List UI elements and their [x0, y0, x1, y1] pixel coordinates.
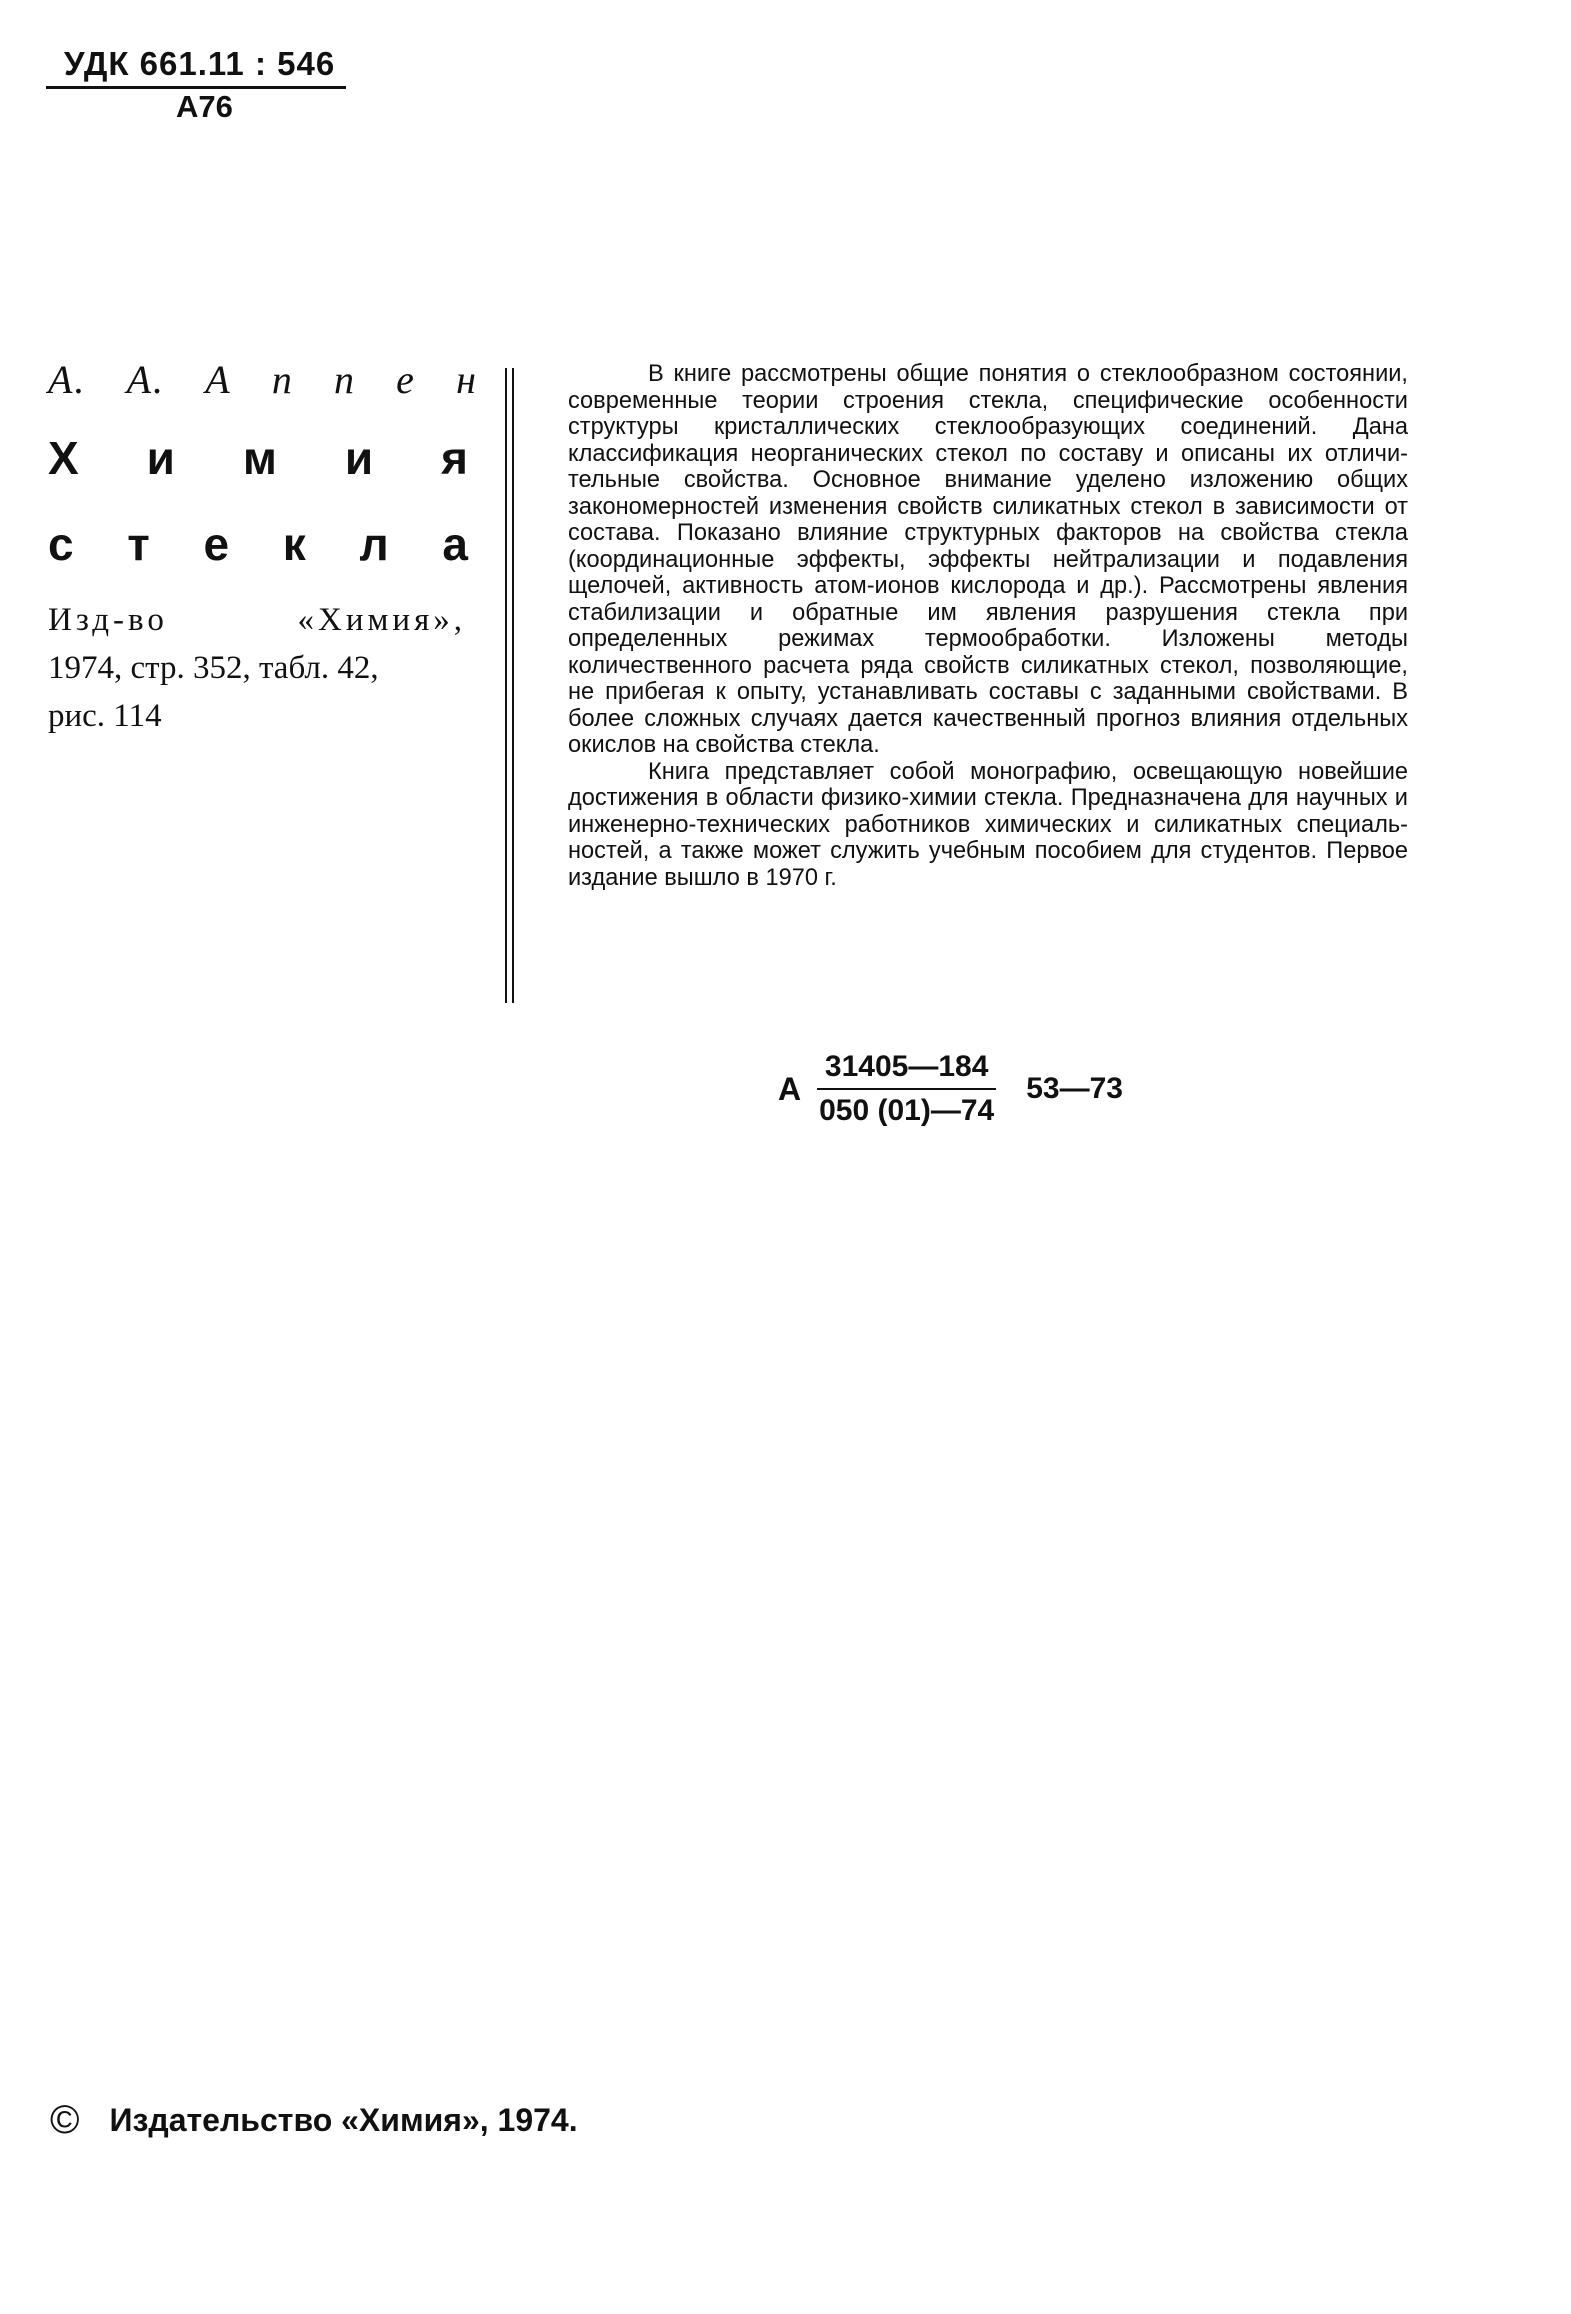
- publisher-prefix: Изд-во: [48, 602, 168, 638]
- title-letter: м: [242, 432, 277, 484]
- author-name: [48, 356, 478, 404]
- annotation-text: [568, 361, 1408, 891]
- author-letter: А: [205, 357, 232, 402]
- copyright-line: [50, 2098, 578, 2143]
- figures-count: рис. 114: [48, 698, 162, 734]
- copyright-icon: ©: [50, 2098, 80, 2142]
- year-pages: 1974, стр. 352, табл. 42,: [48, 650, 379, 686]
- author-letter: н: [456, 357, 478, 402]
- index-numerator: 31405—184: [817, 1050, 996, 1090]
- index-fraction: [811, 1050, 1002, 1128]
- title-letter: к: [282, 518, 306, 570]
- title-letter: я: [441, 432, 468, 484]
- author-letter: е: [396, 357, 416, 402]
- author-letter: п: [271, 357, 294, 402]
- bibliographic-entry: [48, 356, 478, 740]
- publisher-name: «Химия»,: [297, 602, 466, 638]
- title-letter: т: [127, 518, 150, 570]
- index-denominator: 050 (01)—74: [819, 1094, 995, 1127]
- title-letter: Х: [48, 432, 79, 484]
- udk-code: УДК 661.11 : 546: [64, 45, 336, 82]
- title-letter: и: [344, 432, 374, 484]
- copyright-text: Издательство «Химия», 1974.: [109, 2102, 578, 2138]
- title-letter: и: [146, 432, 175, 484]
- publisher-line: [48, 596, 466, 644]
- publication-info: [48, 596, 478, 740]
- author-letter: А.: [126, 357, 166, 402]
- author-letter: А.: [48, 357, 87, 402]
- book-title-line-2: [48, 516, 468, 572]
- author-letter: п: [334, 357, 356, 402]
- title-letter: л: [359, 518, 389, 570]
- title-letter: а: [442, 518, 468, 570]
- index-letter: А: [778, 1070, 802, 1107]
- vertical-rule: [505, 368, 507, 1003]
- title-letter: с: [48, 518, 74, 570]
- vertical-rule: [512, 368, 514, 1003]
- catalog-index: [778, 1050, 1123, 1128]
- annotation-paragraph: В книге рассмотрены общие понятия о стеклообразном состоянии, современные теории строения стекла, специфические особенности структуры кристаллических стеклообразующих соединений. Дана классификация неорганических стекол по составу и описаны их отличительные свойства. Основное внимание уделено изложению общих закономерностей изменения свойств силикатных стекол в зависимости от состава. Показано влияние структурных факторов на свойства стекла (координационные эффекты, эффекты нейтрализации и подавления щелочей, активность атом-ионов кислорода и др.). Рассмотрены явления стабилизации и обратные им явления разрушения стекла при определенных режимах термообработки. Изложены методы количественного расчета ряда свойств силикатных стекол, позволяющие, не прибегая к опыту, устанавливать составы с заданными свойствами. В более сложных случаях дается качественный прогноз влияния отдельных окислов на свойства стекла.: [568, 361, 1408, 758]
- title-letter: е: [203, 518, 230, 570]
- udk-index: А76: [176, 89, 233, 124]
- index-tail: 53—73: [1026, 1072, 1123, 1105]
- book-title-line-1: [48, 430, 468, 486]
- annotation-paragraph: Книга представляет собой монографию, освещающую новейшие достижения в области физико-химии стекла. Предназначена для научных и инженерно-технических работников химических и силикатных специальностей, а также может служить учебным пособием для студентов. Первое издание вышло в 1970 г.: [568, 758, 1408, 891]
- udk-block: [46, 44, 356, 125]
